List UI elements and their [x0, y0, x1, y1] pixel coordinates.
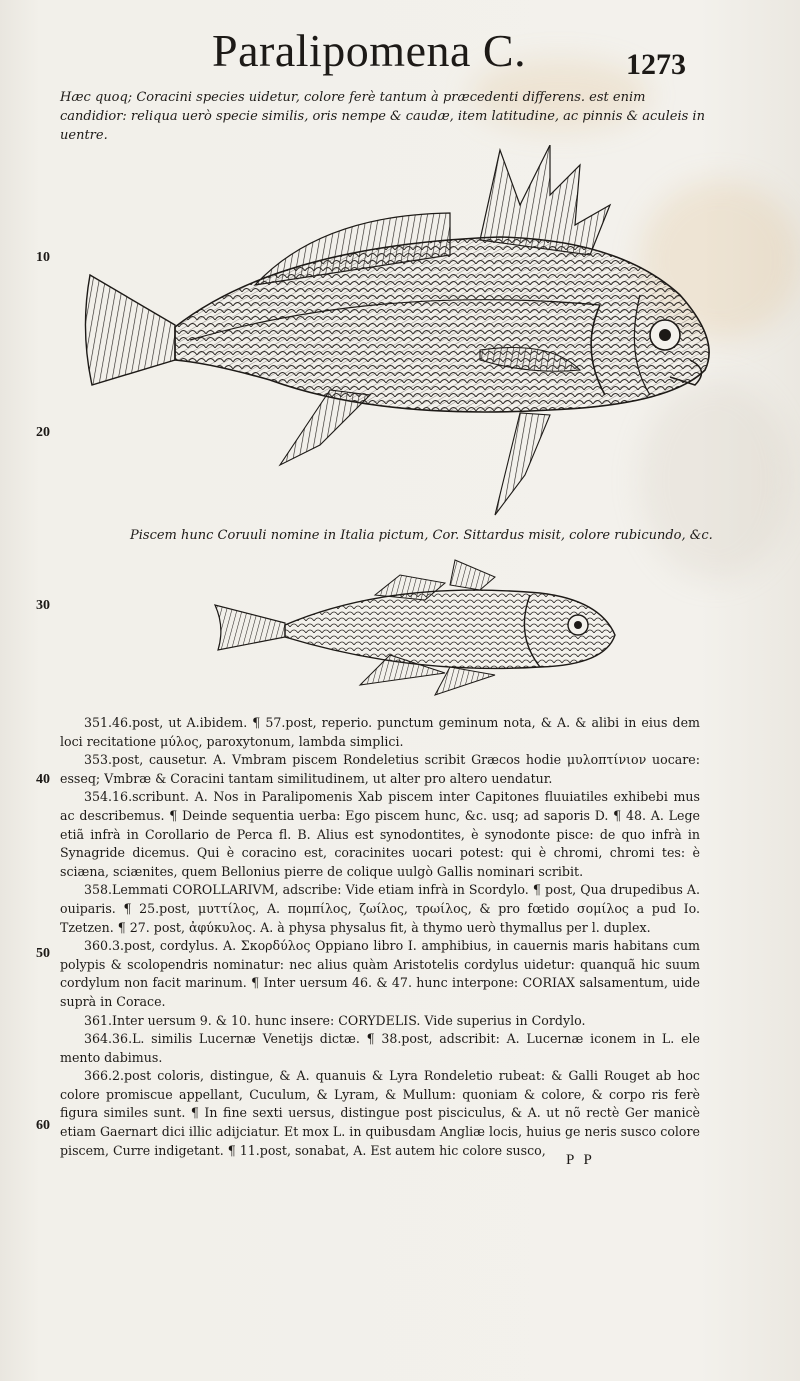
margin-number: 60 — [36, 1118, 50, 1133]
fish-caption: Piscem hunc Coruuli nomine in Italia pictum, Cor. Sittardus misit, colore rubicundo, &c. — [130, 528, 713, 543]
page-number: 1273 — [626, 48, 686, 81]
intro-text: Hæc quoq; Coracini species uidetur, colore ferè tantum à præcedenti differens. est enim candidior: reliqua uerò specie similis, oris nempe & caudæ, item latitudine, ac pinnis & aculeis in uentre. — [60, 90, 705, 143]
paragraph: 361.Inter uersum 9. & 10. hunc insere: CORYDELIS. Vide superius in Cordylo. — [84, 1012, 586, 1028]
fish-illustration-small — [210, 555, 630, 705]
commentary-text — [60, 714, 700, 1160]
paragraph: 354.16.scribunt. A. Nos in Paralipomenis Xab piscem inter Capitones fluuiatiles exhibebi mus ac describemus. ¶ Deinde sequentia uerba: Ego piscem hunc, &c. usq; ad saporis D. ¶ 48. A. Lege etiã infrà in Corollario de Perca fl. B. Alius est synodontites, è synodonte pisce: de quo infrà in Synagride dicemus. Qui è coracino est, coracinites uocari potest: qui è chromi, chromi tes: è sciæna, sciænites, quem Bellonius pierre de colique uulgò Gallis nominari scribit. — [60, 789, 700, 879]
signature-mark: P P — [566, 1152, 595, 1168]
paragraph: 360.3.post, cordylus. A. Σκορδύλος Oppiano libro I. amphibius, in cauernis maris habitans cum polypis & scolopendris nominatur: nec alius quàm Aristotelis cordylus uidetur: quanquã hic suum cordylum non facit marinum. ¶ Inter uersum 46. & 47. hunc interpone: CORIAX salsamentum, uide suprà in Corace. — [60, 938, 700, 1009]
paragraph: 364.36.L. similis Lucernæ Venetijs dictæ. ¶ 38.post, adscribit: A. Lucernæ iconem in L. ele mento dabimus. — [60, 1031, 700, 1065]
margin-number: 50 — [36, 946, 50, 961]
fish-illustration-large — [80, 145, 720, 525]
margin-number: 10 — [36, 250, 50, 265]
margin-number: 40 — [36, 772, 50, 787]
paragraph: 351.46.post, ut A.ibidem. ¶ 57.post, reperio. punctum geminum nota, & A. & alibi in eius dem loci recitatione μύλος, paroxytonum, lambda simplici. — [60, 715, 700, 749]
paragraph: 358.Lemmati COROLLARIVM, adscribe: Vide etiam infrà in Scordylo. ¶ post, Qua drupedibus A. ouiparis. ¶ 25.post, μυττίλος, A. πομπίλος, ζωίλος, τρωίλος, & pro fœtido σομίλος a pud Io. Tzetzen. ¶ 27. post, ἀφύκυλος. A. à physa physalus fit, à thymo uerò thymallus per l. duplex. — [60, 882, 700, 935]
margin-number: 20 — [36, 425, 50, 440]
paragraph: 366.2.post coloris, distingue, & A. quanuis & Lyra Rondeletio rubeat: & Galli Rouget ab hoc colore promiscue appellant, Cuculum, & Lyram, & Mullum: quoniam & colore, & corpo ris ferè figura similes sunt. ¶ In fine sexti uersus, distingue post pisciculus, & A. ut nõ rectè Ger manicè etiam Gaernart dici illic adijciatur. Et mox L. in quibusdam Angliæ locis, huius ge neris susco colore piscem, Curre indigetant. ¶ 11.post, sonabat, A. Est autem hic colore susco, — [60, 1068, 700, 1158]
page-title: Paralipomena C. — [212, 25, 527, 76]
paragraph: 353.post, causetur. A. Vmbram piscem Rondeletius scribit Græcos hodie μυλοπτίνιον uocare: esseq; Vmbræ & Coracini tantam similitudinem, ut alter pro altero uendatur. — [60, 752, 700, 786]
margin-number: 30 — [36, 598, 50, 613]
